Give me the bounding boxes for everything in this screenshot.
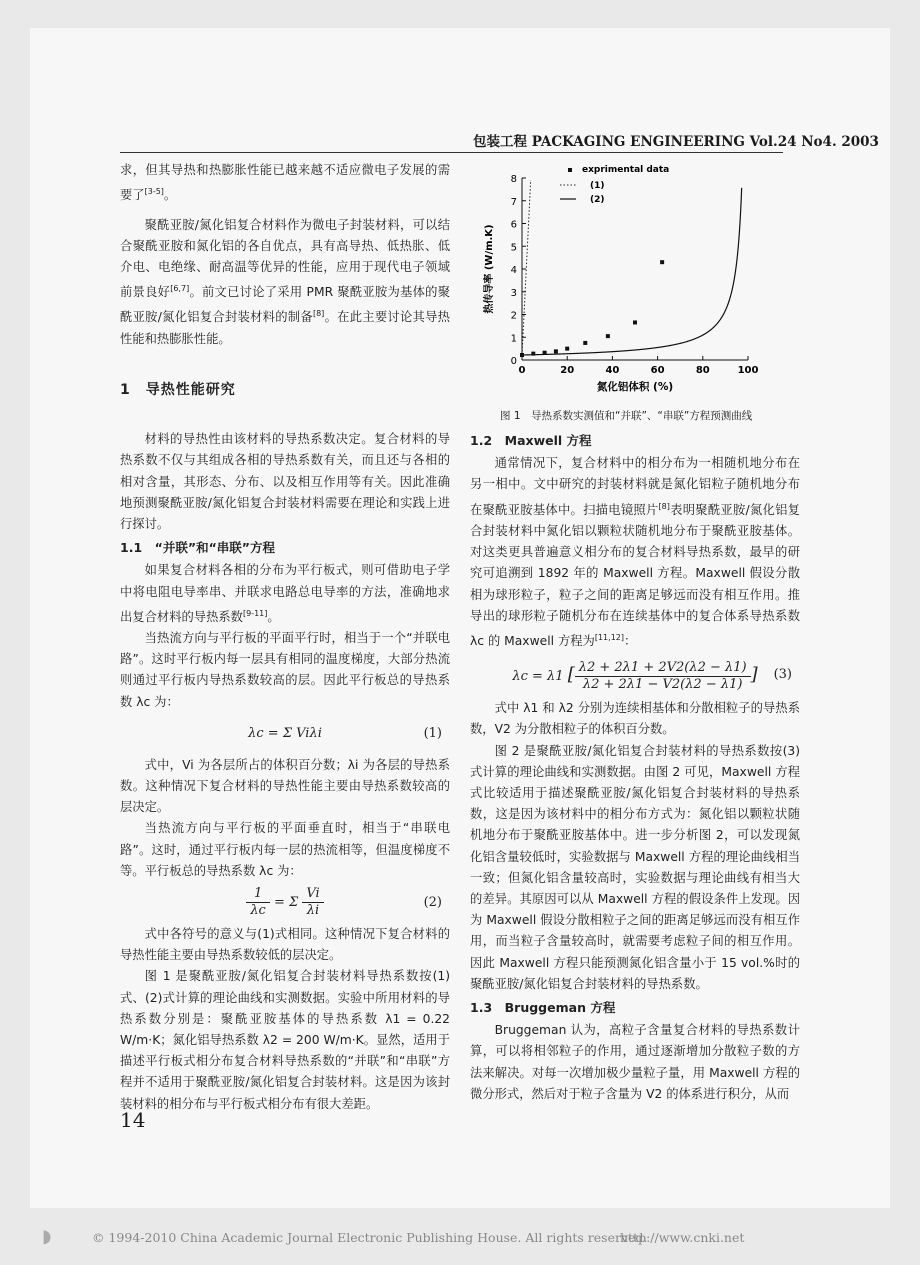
subsection-heading: 1.2 Maxwell 方程 <box>470 433 592 448</box>
equation-2: $\frac{1}{\lambda c}$ = Σ $\frac{Vi}{\lambda i}$ (2) <box>120 882 450 924</box>
data-point <box>583 341 587 345</box>
paragraph: 式中 λ1 和 λ2 分别为连续相基体和分散相粒子的导热系数，V2 为分散相粒子的体积百分数。 <box>470 701 800 737</box>
data-point <box>531 352 535 356</box>
subsection-heading: 1.3 Bruggeman 方程 <box>470 1000 616 1016</box>
y-tick-label: 8 <box>510 174 517 185</box>
paragraph: Bruggeman 认为，高粒子含量复合材料的导热系数计算，可以将相邻粒子的作用，通过逐渐增加分散粒子数的方法来解决。对每一次增加极少量粒子量，用 Maxwell 方程的微分形式，然后对于粒子含量为 V2 的体系进行积分，从而 <box>470 1023 800 1101</box>
y-tick-label: 1 <box>510 333 517 345</box>
paragraph: 通常情况下，复合材料中的相分布为一相随机地分布在另一相中。文中研究的封装材料就是氮化铝粒子随机地分布在聚酰亚胺基体中。扫描电镜照片[8]表明聚酰亚胺/氮化铝复合封装材料中氮化铝以颗粒状随机地分布于聚酰亚胺基体。对这类更具普遍意义相分布的复合材料导热系数，最早的研究可追溯到 1892 年的 Maxwell 方程。Maxwell 假设分散相为球形粒子，粒子之间的距离足够远而没有相互作用。推导出的球形粒子随机分布在连续基体中的复合体系导热系数 λc 的 Maxwell 方程为[11,12]： <box>470 456 800 649</box>
series-series-line <box>522 188 742 355</box>
paragraph: 图 1 是聚酰亚胺/氮化铝复合封装材料导热系数按(1)式、(2)式计算的理论曲线和实测数据。实验中所用材料的导热系数分别是：聚酰亚胺基体的导热系数 λ1 = 0.22 W/m·K；氮化铝导热系数 λ2 = 200 W/m·K。显然，适用于描述平行板式相分布复合材料导热系数的“并联”和“串联”方程并不适用于聚酰亚胺/氮化铝复合封装材料。这是因为该封装材料的相分布与平行板式相分布有很大差距。 <box>120 969 450 1111</box>
page-number: 14 <box>120 1108 146 1132</box>
section-heading: 1 导热性能研究 <box>120 381 236 398</box>
right-column <box>470 428 800 1105</box>
legend-label: (1) <box>590 181 605 191</box>
equation-3: λc = λ1 [ $\frac{\lambda 2 + 2\lambda 1 + 2V2(\lambda 2 - \lambda 1)}{\lambda 2 + 2\lambda 1 - V2(\lambda 2 - \lambda 1)}$ ] (3) <box>512 660 792 693</box>
data-point <box>606 334 610 338</box>
data-point <box>554 349 558 353</box>
y-tick-label: 3 <box>510 287 517 299</box>
subsection-heading: 1.1 “并联”和“串联”方程 <box>120 540 276 556</box>
y-tick-label: 5 <box>510 242 517 254</box>
x-tick-label: 40 <box>605 365 620 376</box>
footer-link[interactable]: http://www.cnki.net <box>620 1230 745 1245</box>
paragraph: 图 2 是聚酰亚胺/氮化铝复合封装材料的导热系数按(3)式计算的理论曲线和实测数据。由图 2 可见，Maxwell 方程式比较适用于描述聚酰亚胺/氮化铝复合封装材料的导热系数，这是因为该材料中的相分布方式为：氮化铝以颗粒状随机地分布于聚酰亚胺基体中。进一步分析图 2，可以发现氮化铝含量较低时，实验数据与 Maxwell 方程的理论曲线相当一致；但氮化铝含量较高时，实验数据与理论曲线有相当大的差异。其原因可以从 Maxwell 方程的假设条件上发现。因为 Maxwell 假设分散相粒子之间的距离足够远而没有相互作用，而当粒子含量较高时，就需要考虑粒子间的相互作用。因此 Maxwell 方程只能预测氮化铝含量小于 15 vol.%时的聚酰亚胺/氮化铝复合封装材料的导热系数。 <box>470 743 800 991</box>
x-tick-label: 100 <box>737 365 759 376</box>
copyright-text: © 1994-2010 China Academic Journal Electronic Publishing House. All rights reserved. <box>92 1230 648 1245</box>
data-point <box>633 320 637 324</box>
header-rule <box>120 152 783 153</box>
data-point <box>660 260 664 264</box>
y-tick-label: 2 <box>510 310 517 322</box>
y-tick-label: 7 <box>510 196 517 208</box>
y-tick-label: 0 <box>510 356 517 367</box>
series-parallel-line <box>522 180 531 355</box>
legend-label: (2) <box>590 195 605 205</box>
y-tick-label: 4 <box>510 265 517 276</box>
paragraph: 当热流方向与平行板的平面平行时，相当于一个“并联电路”。这时平行板内每一层具有相同的温度梯度，大部分热流则通过平行板内导热系数较高的层。因此平行板总的导热系数 λc 为： <box>120 631 450 709</box>
footer <box>0 1222 920 1252</box>
data-point <box>520 353 524 357</box>
data-point <box>565 347 569 351</box>
y-axis-label: 热传导率 (W/m.K) <box>484 224 495 314</box>
thermal-conductivity-chart <box>478 158 778 393</box>
paragraph: 求，但其导热和热膨胀性能已越来越不适应微电子发展的需要了[3-5]。 <box>120 163 450 203</box>
legend-marker-points <box>568 168 572 172</box>
legend-label: exprimental data <box>582 165 670 175</box>
paragraph: 式中各符号的意义与(1)式相同。这种情况下复合材料的导热性能主要由导热系数较低的层决定。 <box>120 927 450 963</box>
paragraph: 材料的导热性由该材料的导热系数决定。复合材料的导热系数不仅与其组成各相的导热系数有关，而且还与各相的相对含量，其形态、分布、以及相互作用等有关。因此准确地预测聚酰亚胺/氮化铝复合封装材料需要在理论和实践上进行探讨。 <box>120 432 450 531</box>
paragraph: 式中，Vi 为各层所占的体积百分数；λi 为各层的导热系数。这种情况下复合材料的导热性能主要由导热系数较高的层决定。 <box>120 757 450 815</box>
paragraph: 聚酰亚胺/氮化铝复合材料作为微电子封装材料，可以结合聚酰亚胺和氮化铝的各自优点，具有高导热、低热胀、低介电、电绝缘、耐高温等优异的性能，应用于现代电子领域前景良好[6,7]。前文已讨论了采用 PMR 聚酰亚胺为基体的聚酰亚胺/氮化铝复合封装材料的制备[8]。在此主要讨论其导热性能和热膨胀性能。 <box>120 217 450 346</box>
y-tick-label: 6 <box>510 219 517 231</box>
x-tick-label: 60 <box>650 365 665 376</box>
left-column <box>120 160 450 1115</box>
data-point <box>543 351 547 355</box>
journal-header: 包装工程 PACKAGING ENGINEERING Vol.24 No4. 2003 <box>473 134 879 150</box>
x-tick-label: 0 <box>518 365 526 376</box>
x-tick-label: 80 <box>695 365 710 376</box>
x-axis-label: 氮化铝体积 (%) <box>596 381 674 393</box>
equation-1: λc = Σ Viλi (1) <box>248 725 442 741</box>
figure-caption: 图 1 导热系数实测值和“并联”、“串联”方程预测曲线 <box>500 410 753 422</box>
x-tick-label: 20 <box>560 365 575 376</box>
paragraph: 如果复合材料各相的分布为平行板式，则可借助电子学中将电阻电导率串、并联求电路总电导率的方法，准确地求出复合材料的导热系数[9-11]。 <box>120 563 450 624</box>
paragraph: 当热流方向与平行板的平面垂直时，相当于“串联电路”。这时，通过平行板内每一层的热流相等，但温度梯度不等。平行板总的导热系数 λc 为： <box>120 821 450 878</box>
publisher-logo-icon: ◗ <box>42 1226 52 1247</box>
